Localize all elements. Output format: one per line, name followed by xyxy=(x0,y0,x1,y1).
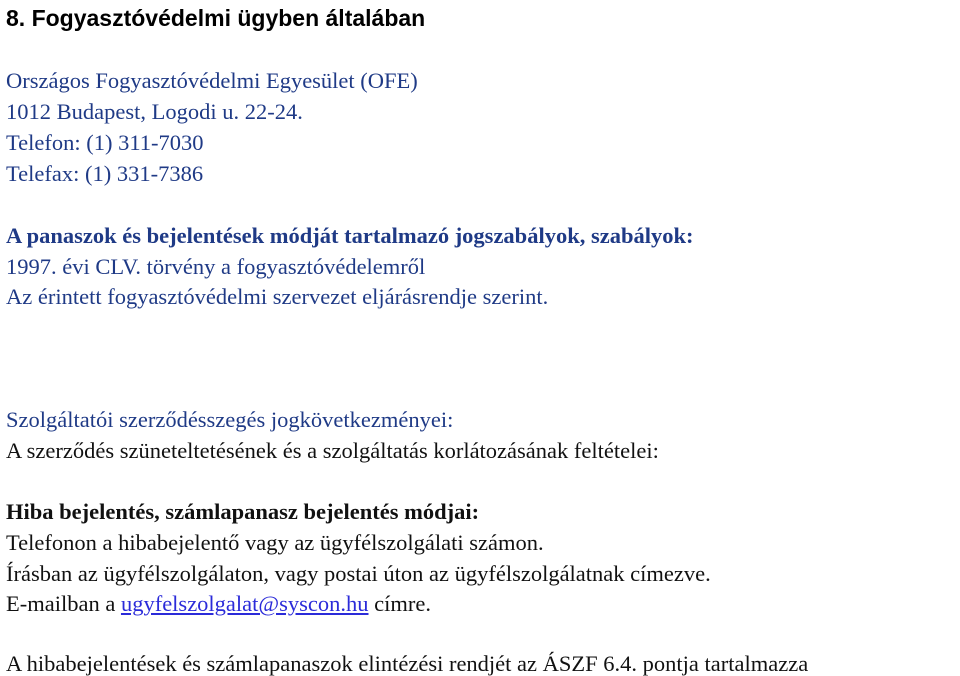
breach-suspension: A szerződés szüneteltetésének és a szolgáltatás korlátozásának feltételei: xyxy=(6,438,659,463)
reporting-title: Hiba bejelentés, számlapanasz bejelentés módjai: xyxy=(6,499,480,524)
rules-procedure: Az érintett fogyasztóvédelmi szervezet eljárásrendje szerint. xyxy=(6,284,549,309)
reporting-email xyxy=(6,593,431,616)
org-phone: Telefon: (1) 311-7030 xyxy=(6,130,204,155)
email-prefix: E-mailban a xyxy=(6,591,121,616)
email-link[interactable]: ugyfelszolgalat@syscon.hu xyxy=(120,591,369,616)
org-address: 1012 Budapest, Logodi u. 22-24. xyxy=(6,99,303,124)
reporting-phone: Telefonon a hibabejelentő vagy az ügyfélszolgálati számon. xyxy=(6,530,544,555)
reporting-written: Írásban az ügyfélszolgálaton, vagy postai úton az ügyfélszolgálatnak címezve. xyxy=(6,561,711,586)
org-name: Országos Fogyasztóvédelmi Egyesület (OFE) xyxy=(6,68,418,93)
rules-title: A panaszok és bejelentések módját tartalmazó jogszabályok, szabályok: xyxy=(6,223,694,248)
rules-law: 1997. évi CLV. törvény a fogyasztóvédelemről xyxy=(6,254,426,279)
section-heading: 8. Fogyasztóvédelmi ügyben általában xyxy=(6,5,426,31)
email-suffix: címre. xyxy=(368,591,431,616)
org-fax: Telefax: (1) 331-7386 xyxy=(6,161,204,186)
breach-consequences: Szolgáltatói szerződésszegés jogkövetkezményei: xyxy=(6,407,454,432)
footer-line: A hibabejelentések és számlapanaszok elintézési rendjét az ÁSZF 6.4. pontja tartalmazza xyxy=(6,651,809,676)
